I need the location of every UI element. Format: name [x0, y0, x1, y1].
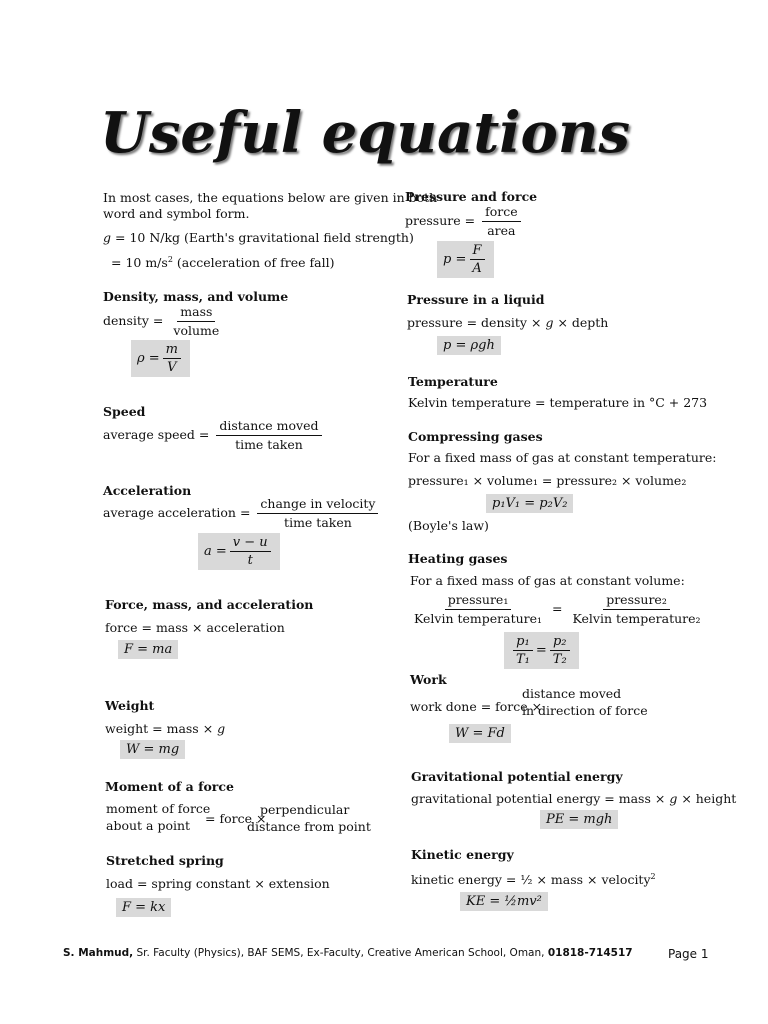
density-sym-fraction [163, 342, 181, 375]
footer-phone: 01818-714517 [547, 947, 633, 959]
work-rhs-1: distance moved [522, 686, 622, 701]
heating-symbol-equation [504, 632, 579, 669]
work-symbol-equation: W = Fd [449, 724, 511, 743]
ke-word-equation [411, 869, 656, 888]
boyles-law-note: (Boyle's law) [408, 518, 489, 533]
gpe-symbol-equation: PE = mgh [540, 810, 618, 829]
liquid-eq-a: pressure = density × [407, 315, 542, 330]
density-lhs: density = [103, 313, 164, 328]
acceleration-word-equation [103, 496, 381, 531]
density-sym-num: m [163, 342, 181, 359]
force-word-equation: force = mass × acceleration [105, 620, 285, 635]
moment-left-2: about a point [106, 818, 191, 833]
heating-equals: = [552, 601, 563, 616]
moment-right-2: distance from point [247, 819, 371, 834]
gravity-line-2-text: (acceleration of free fall) [176, 255, 335, 271]
pressure-word-equation [405, 204, 524, 239]
intro-line-2: word and symbol form. [103, 206, 250, 221]
footer-author: S. Mahmud, [63, 947, 134, 959]
ke-symbol-equation: KE = ½mv² [460, 892, 548, 911]
heating-sym-den-1: T₁ [516, 652, 530, 667]
compressing-heading: Compressing gases [408, 429, 543, 444]
work-lhs: work done = force × [410, 699, 543, 714]
speed-denominator: time taken [235, 437, 303, 452]
weight-eq-text: weight = mass × [105, 721, 214, 736]
density-numerator: mass [177, 304, 215, 322]
g-symbol: g [103, 230, 112, 245]
speed-numerator: distance moved [216, 418, 321, 436]
ke-eq-a: kinetic energy = [411, 872, 517, 888]
heating-den-1: Kelvin temperature₁ [414, 611, 543, 626]
density-denominator: volume [173, 323, 220, 338]
heating-word-equation [408, 592, 707, 627]
acceleration-lhs: average acceleration = [103, 505, 251, 520]
weight-g-symbol: g [217, 721, 226, 736]
density-sym-lhs: ρ = [137, 351, 160, 366]
force-heading: Force, mass, and acceleration [105, 597, 314, 612]
temperature-equation: Kelvin temperature = temperature in °C + 273 [408, 395, 708, 410]
heating-sym-equals: = [535, 643, 547, 658]
liquid-word-equation [407, 315, 608, 331]
heating-fraction-right [570, 592, 704, 627]
gpe-g-symbol: g [669, 791, 678, 806]
heating-num-2: pressure₂ [603, 592, 670, 610]
liquid-heading: Pressure in a liquid [407, 292, 545, 307]
speed-fraction [216, 418, 321, 453]
acceleration-symbol-equation [198, 533, 280, 570]
pressure-sym-lhs: p = [443, 252, 467, 267]
moment-middle: = force × [205, 811, 267, 826]
gravity-exponent: 2 [167, 255, 173, 264]
compressing-symbol-equation: p₁V₁ = p₂V₂ [486, 494, 573, 513]
work-heading: Work [410, 672, 447, 687]
acceleration-heading: Acceleration [103, 483, 192, 498]
page-number: Page 1 [668, 947, 709, 961]
temperature-heading: Temperature [408, 374, 498, 389]
speed-heading: Speed [103, 404, 146, 419]
acceleration-sym-lhs: a = [204, 544, 227, 559]
gpe-heading: Gravitational potential energy [411, 769, 623, 784]
ke-half: ½ [520, 872, 533, 888]
weight-word-equation [105, 721, 225, 737]
heating-num-1: pressure₁ [445, 592, 512, 610]
liquid-symbol-equation: p = ρgh [437, 336, 501, 355]
page-title: Useful equations [100, 100, 631, 166]
speed-word-equation [103, 418, 325, 453]
moment-left-1: moment of force [106, 801, 211, 816]
pressure-fraction [482, 204, 521, 239]
intro-line-1: In most cases, the equations below are given in both [103, 190, 438, 205]
liquid-eq-b: × depth [557, 315, 609, 330]
heating-sym-num-1: p₁ [513, 634, 533, 651]
acceleration-sym-num: v − u [230, 535, 271, 552]
heating-sym-num-2: p₂ [550, 634, 570, 651]
liquid-g-symbol: g [545, 315, 554, 330]
density-sym-den: V [167, 360, 177, 375]
footer-credit [63, 947, 633, 959]
acceleration-denominator: time taken [284, 515, 352, 530]
pressure-sym-den: A [472, 261, 482, 276]
gravity-line-1-text: = 10 N/kg (Earth's gravitational field strength) [115, 230, 414, 245]
density-heading: Density, mass, and volume [103, 289, 289, 304]
pressure-denominator: area [487, 223, 516, 238]
weight-heading: Weight [105, 698, 155, 713]
spring-word-equation: load = spring constant × extension [106, 876, 330, 891]
gpe-word-equation [411, 791, 736, 807]
weight-symbol-equation: W = mg [120, 740, 185, 759]
compressing-word-equation: pressure₁ × volume₁ = pressure₂ × volume₂ [408, 473, 687, 488]
pressure-lhs: pressure = [405, 213, 476, 228]
gpe-eq-a: gravitational potential energy = mass × [411, 791, 666, 806]
ke-exponent: 2 [650, 872, 656, 881]
work-rhs-2: in direction of force [522, 703, 648, 718]
force-symbol-equation: F = ma [118, 640, 178, 659]
speed-lhs: average speed = [103, 427, 210, 442]
gravity-line-1 [103, 230, 414, 246]
pressure-sym-num: F [470, 243, 485, 260]
density-symbol-equation [131, 340, 190, 377]
heating-den-2: Kelvin temperature₂ [572, 611, 701, 626]
heating-sym-fraction-right [550, 634, 570, 667]
acceleration-sym-fraction [230, 535, 271, 568]
density-word-equation [103, 304, 225, 339]
spring-symbol-equation: F = kx [116, 898, 171, 917]
gpe-eq-b: × height [681, 791, 737, 806]
heating-line: For a fixed mass of gas at constant volume: [410, 573, 685, 588]
acceleration-sym-den: t [247, 553, 253, 568]
pressure-sym-fraction [469, 243, 484, 276]
gravity-value: = 10 m/s [111, 255, 168, 271]
pressure-symbol-equation [437, 241, 494, 278]
heating-fraction-left [411, 592, 545, 627]
ke-eq-b: × mass × velocity [536, 872, 651, 888]
pressure-numerator: force [482, 204, 521, 222]
moment-right-1: perpendicular [260, 802, 350, 817]
heating-heading: Heating gases [408, 551, 508, 566]
acceleration-numerator: change in velocity [257, 496, 378, 514]
pressure-heading: Pressure and force [405, 189, 538, 204]
heating-sym-den-2: T₂ [552, 652, 567, 667]
density-fraction [170, 304, 222, 339]
gravity-line-2 [111, 252, 334, 271]
moment-heading: Moment of a force [105, 779, 234, 794]
spring-heading: Stretched spring [106, 853, 224, 868]
ke-heading: Kinetic energy [411, 847, 514, 862]
compressing-line: For a fixed mass of gas at constant temperature: [408, 450, 717, 465]
footer-details: Sr. Faculty (Physics), BAF SEMS, Ex-Faculty, Creative American School, Oman, [136, 947, 545, 959]
heating-sym-fraction-left [513, 634, 533, 667]
acceleration-fraction [257, 496, 378, 531]
